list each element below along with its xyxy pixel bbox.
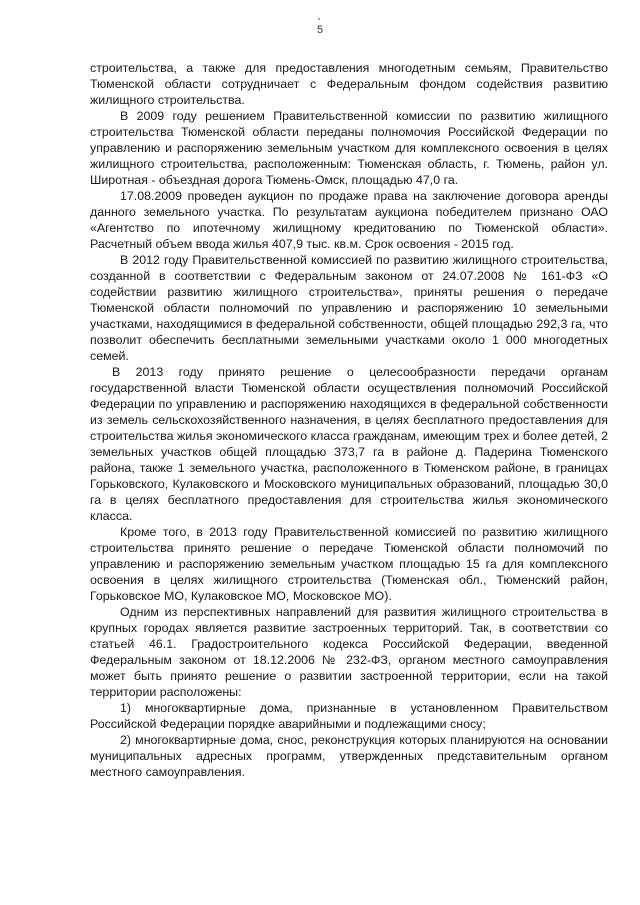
document-body: [90, 60, 608, 780]
page-number: 5: [316, 24, 324, 36]
paragraph-2: В 2009 году решением Правительственной комиссии по развитию жилищного строительства Тюменской области переданы полномочия Российской Федерации по управлению и распоряжению земельным участком для комплексного освоения в целях жилищного строительства, расположенным: Тюменская область, г. Тюмень, район ул. Широтная - объездная дорога Тюмень-Омск, площадью 47,0 га.: [90, 109, 608, 187]
paragraph-1: строительства, а также для предоставления многодетным семьям, Правительство Тюменской области сотрудничает с Федеральным фондом содействия развитию жилищного строительства.: [90, 61, 608, 107]
paragraph-5: В 2013 году принято решение о целесообразности передачи органам государственной власти Тюменской области осуществления полномочий Российской Федерации по управлению и распоряжению находящихся в федеральной собственности из земель сельскохозяйственного назначения, в целях бесплатного предоставления для строительства жилья экономического класса гражданам, имеющим трех и более детей, 2 земельных участков общей площадью 373,7 га в районе д. Падерина Тюменского района, также 1 земельного участка, расположенного в Тюменском районе, в границах Горьковского, Кулаковского и Московского муниципальных образований, площадью 30,0 га в целях бесплатного предоставления для строительства жилья экономического класса.: [90, 365, 608, 523]
paragraph-8: 1) многоквартирные дома, признанные в установленном Правительством Российской Федерации порядке аварийными и подлежащими сносу;: [90, 701, 608, 731]
paragraph-7: Одним из перспективных направлений для развития жилищного строительства в крупных городах является развитие застроенных территорий. Так, в соответствии со статьей 46.1. Градостроительного кодекса Российской Федерации, введенной Федеральным законом от 18.12.2006 № 232-ФЗ, органом местного самоуправления может быть принято решение о развитии застроенной территории, если на такой территории расположены:: [90, 605, 608, 699]
scan-speck: [318, 18, 320, 20]
paragraph-9: 2) многоквартирные дома, снос, реконструкция которых планируются на основании муниципальных адресных программ, утвержденных представительным органом местного самоуправления.: [90, 733, 608, 779]
paragraph-3: 17.08.2009 проведен аукцион по продаже права на заключение договора аренды данного земельного участка. По результатам аукциона победителем признано ОАО «Агентство по ипотечному жилищному кредитованию по Тюменской области». Расчетный объем ввода жилья 407,9 тыс. кв.м. Срок освоения - 2015 год.: [90, 189, 608, 251]
paragraph-6: Кроме того, в 2013 году Правительственной комиссией по развитию жилищного строительства принято решение о передаче Тюменской области полномочий по управлению и распоряжению земельным участком площадью 15 га для комплексного освоения в целях жилищного строительства (Тюменская обл., Тюменский район, Горьковское МО, Кулаковское МО, Московское МО).: [90, 525, 608, 603]
paragraph-4: В 2012 году Правительственной комиссией по развитию жилищного строительства, созданной в соответствии с Федеральным законом от 24.07.2008 № 161-ФЗ «О содействии развитию жилищного строительства», приняты решения о передаче Тюменской области полномочий по управлению и распоряжению 10 земельными участками, находящимися в федеральной собственности, общей площадью 292,3 га, что позволит обеспечить бесплатными земельными участками около 1 000 многодетных семей.: [90, 253, 608, 363]
